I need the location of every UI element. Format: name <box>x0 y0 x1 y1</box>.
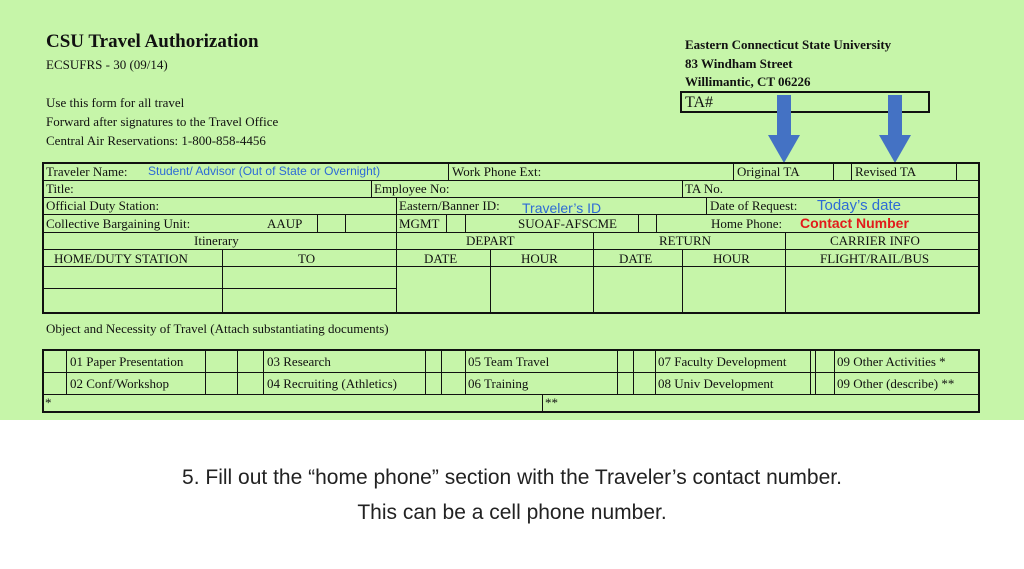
work-phone-label: Work Phone Ext: <box>452 164 542 179</box>
form-title: CSU Travel Authorization <box>46 31 259 52</box>
caption-line-1: 5. Fill out the “home phone” section with the Traveler’s contact number. <box>182 466 842 489</box>
date-of-request-label: Date of Request: <box>710 198 798 213</box>
other-describe-field[interactable]: ** <box>545 395 558 410</box>
original-ta-label: Original TA <box>737 164 800 179</box>
option-paper-presentation[interactable]: 01 Paper Presentation <box>70 354 184 369</box>
suoaf-label: SUOAF-AFSCME <box>518 216 617 231</box>
option-recruiting[interactable]: 04 Recruiting (Athletics) <box>267 376 397 391</box>
title-label: Title: <box>46 181 74 196</box>
bargaining-unit-label: Collective Bargaining Unit: <box>46 216 191 231</box>
depart-hour-label: HOUR <box>521 251 558 266</box>
instruction-line-1: Use this form for all travel <box>46 95 185 110</box>
banner-id-label: Eastern/Banner ID: <box>399 198 500 213</box>
arrow-down-icon <box>766 95 802 165</box>
traveler-name-label: Traveler Name: <box>46 164 128 179</box>
option-other-activities[interactable]: 09 Other Activities * <box>837 354 946 369</box>
ta-label: TA# <box>685 94 714 111</box>
home-phone-value[interactable]: Contact Number <box>800 215 909 231</box>
university-name: Eastern Connecticut State University <box>685 37 892 52</box>
arrow-down-icon <box>877 95 913 165</box>
mgmt-label: MGMT <box>399 216 440 231</box>
revised-ta-label: Revised TA <box>855 164 917 179</box>
option-other-describe[interactable]: 09 Other (describe) ** <box>837 376 955 391</box>
university-street: 83 Windham Street <box>685 56 793 71</box>
option-univ-development[interactable]: 08 Univ Development <box>658 376 774 391</box>
instruction-line-3: Central Air Reservations: 1-800-858-4456 <box>46 133 266 148</box>
other-activities-field[interactable]: * <box>45 395 52 410</box>
home-phone-label: Home Phone: <box>711 216 783 231</box>
home-duty-station-label: HOME/DUTY STATION <box>54 251 188 266</box>
flight-label: FLIGHT/RAIL/BUS <box>820 251 930 266</box>
ta-no-label: TA No. <box>685 181 723 196</box>
banner-id-value[interactable]: Traveler’s ID <box>522 200 602 216</box>
official-duty-station-label: Official Duty Station: <box>46 198 160 213</box>
option-faculty-development[interactable]: 07 Faculty Development <box>658 354 787 369</box>
depart-date-label: DATE <box>424 251 458 266</box>
depart-label: DEPART <box>466 233 515 248</box>
instruction-line-2: Forward after signatures to the Travel Office <box>46 114 279 129</box>
employee-no-label: Employee No: <box>374 181 450 196</box>
caption-line-2: This can be a cell phone number. <box>357 501 667 524</box>
return-label: RETURN <box>659 233 711 248</box>
return-hour-label: HOUR <box>713 251 750 266</box>
option-conf-workshop[interactable]: 02 Conf/Workshop <box>70 376 169 391</box>
to-label: TO <box>298 251 316 266</box>
form-code: ECSUFRS - 30 (09/14) <box>46 57 168 72</box>
option-team-travel[interactable]: 05 Team Travel <box>468 354 550 369</box>
university-city: Willimantic, CT 06226 <box>685 74 811 89</box>
itinerary-label: Itinerary <box>194 233 239 248</box>
option-research[interactable]: 03 Research <box>267 354 331 369</box>
aaup-label: AAUP <box>267 216 303 231</box>
carrier-info-label: CARRIER INFO <box>830 233 920 248</box>
object-necessity-label: Object and Necessity of Travel (Attach substantiating documents) <box>46 321 389 336</box>
return-date-label: DATE <box>619 251 653 266</box>
date-of-request-value[interactable]: Today’s date <box>817 197 901 214</box>
option-training[interactable]: 06 Training <box>468 376 529 391</box>
traveler-name-value[interactable]: Student/ Advisor (Out of State or Overnight) <box>148 164 381 178</box>
